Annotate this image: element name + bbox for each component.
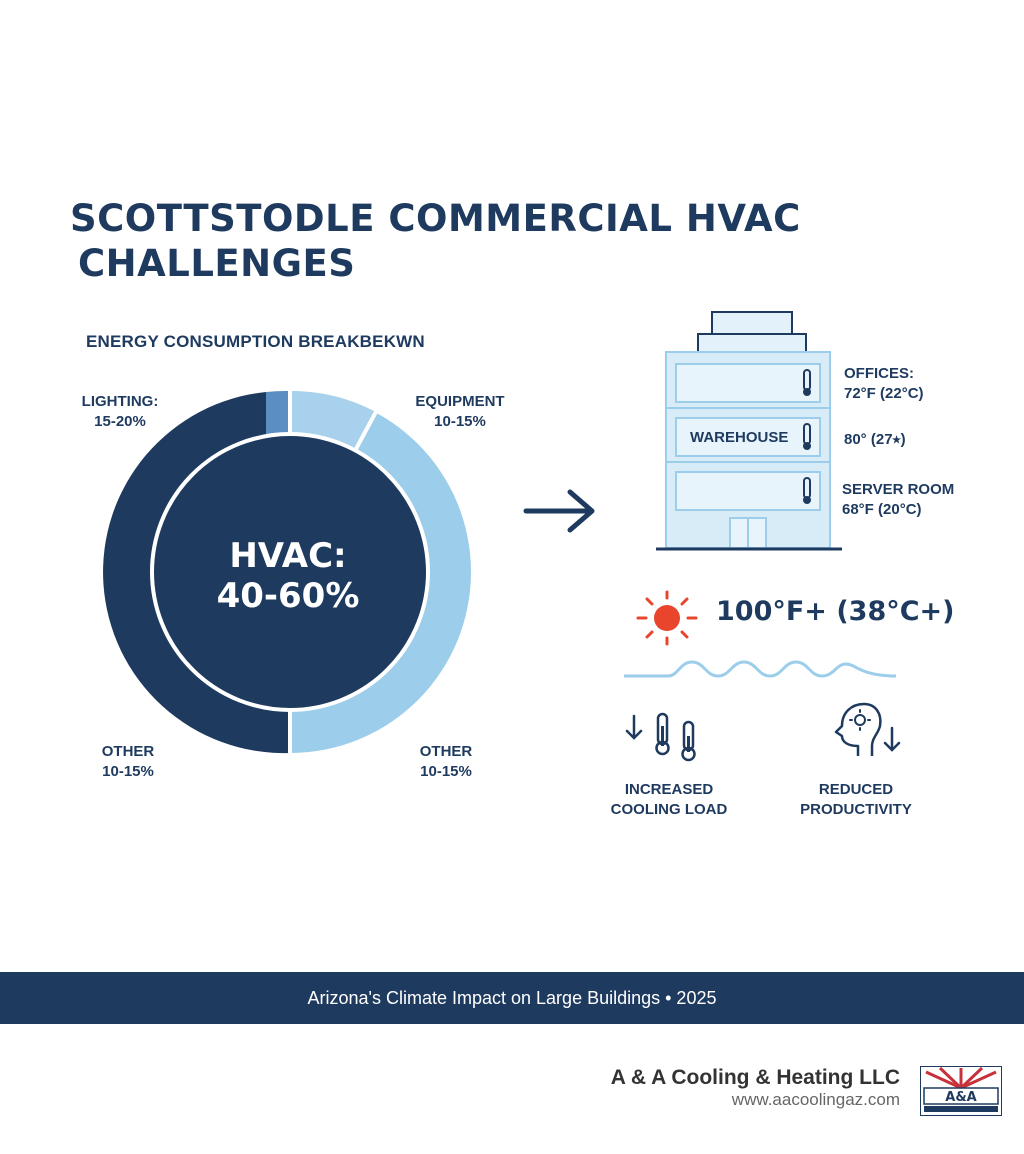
impact-productivity xyxy=(776,780,936,820)
page-title xyxy=(70,196,830,286)
impact-productivity-line2: PRODUCTIVITY xyxy=(800,801,912,818)
outdoor-temperature: 100°F+ (38°C+) xyxy=(716,596,955,627)
server-room-temp: 68°F (20°C) xyxy=(842,501,922,518)
cooling-load-icon xyxy=(620,708,710,764)
company-name: A & A Cooling & Heating LLC xyxy=(610,1066,900,1089)
offices-name: OFFICES: xyxy=(844,365,914,382)
impact-cooling-load xyxy=(589,780,749,820)
company-logo-text: A&A xyxy=(945,1090,977,1105)
energy-breakdown-heading: ENERGY CONSUMPTION BREAKBEKWN xyxy=(86,332,425,351)
zone-server-room xyxy=(842,480,954,520)
company-url[interactable]: www.aacoolingaz.com xyxy=(731,1090,900,1109)
hvac-center-label xyxy=(188,536,388,616)
thermometer-icon xyxy=(657,714,669,754)
equipment-label: EQUIPMENT xyxy=(415,393,505,410)
title-line-1: SCOTTSTODLE COMMERCIAL HVAC xyxy=(70,197,801,240)
segment-label-other-right xyxy=(396,742,496,782)
heat-wave-icon xyxy=(624,656,896,684)
title-line-2: CHALLENGES xyxy=(78,242,356,285)
head-productivity-icon xyxy=(818,700,908,764)
impact-productivity-line1: REDUCED xyxy=(818,781,894,798)
equipment-range: 10-15% xyxy=(434,413,486,430)
impact-cooling-load-line2: COOLING LOAD xyxy=(610,801,728,818)
lighting-range: 15-20% xyxy=(94,413,146,430)
warehouse-name: WAREHOUSE xyxy=(690,429,789,446)
other-right-label: OTHER xyxy=(419,743,473,760)
warehouse-temp: 80° (27⭑) xyxy=(844,431,906,448)
hvac-value: 40-60% xyxy=(216,576,360,616)
segment-label-lighting xyxy=(70,392,170,432)
company-logo xyxy=(920,1066,1002,1116)
thermometer-icon xyxy=(683,722,695,760)
segment-label-other-left xyxy=(78,742,178,782)
server-room-name: SERVER ROOM xyxy=(842,481,955,498)
footer-banner xyxy=(0,972,1024,1024)
hvac-label: HVAC: xyxy=(229,536,347,576)
impact-cooling-load-line1: INCREASED xyxy=(624,781,714,798)
sun-icon xyxy=(632,588,702,648)
offices-temp: 72°F (22°C) xyxy=(844,385,924,402)
other-left-label: OTHER xyxy=(101,743,155,760)
other-right-range: 10-15% xyxy=(420,763,472,780)
lighting-label: LIGHTING: xyxy=(81,393,159,410)
zone-offices xyxy=(844,364,924,404)
segment-label-equipment xyxy=(400,392,520,432)
footer-text: Arizona's Climate Impact on Large Buildings • 2025 xyxy=(307,987,717,1008)
other-left-range: 10-15% xyxy=(102,763,154,780)
right-arrow-icon xyxy=(522,486,602,536)
company-info xyxy=(611,1066,900,1110)
